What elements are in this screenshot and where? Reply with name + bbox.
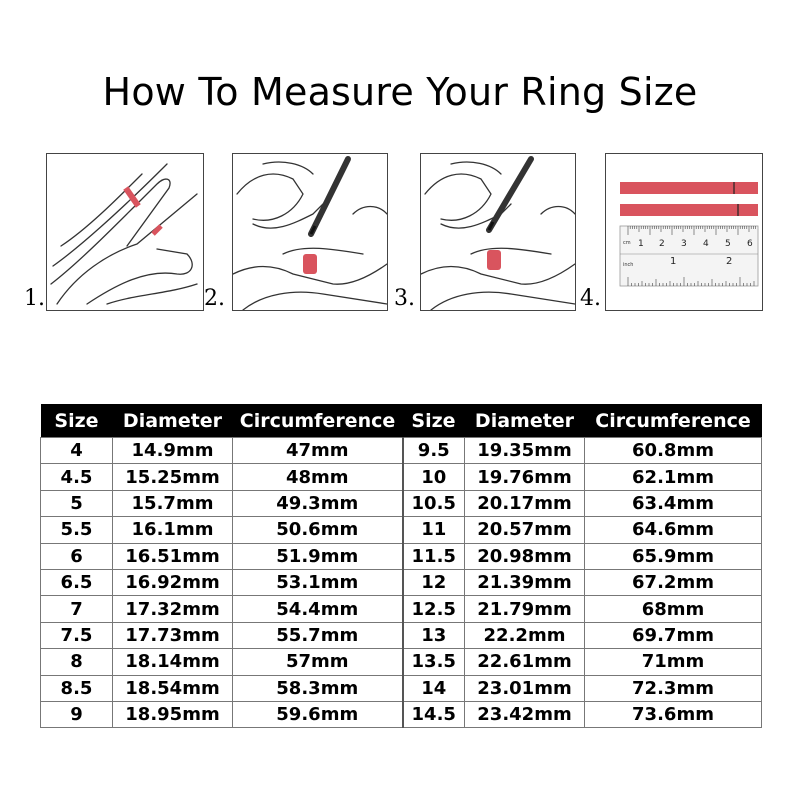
cell-diameter: 15.25mm bbox=[113, 464, 233, 490]
step-4-label: 4. bbox=[580, 286, 601, 311]
cell-size: 6 bbox=[41, 543, 113, 569]
cell-circumference: 69.7mm bbox=[585, 622, 762, 648]
table-row bbox=[41, 490, 762, 516]
table-row bbox=[41, 438, 762, 464]
cell-circumference: 53.1mm bbox=[233, 569, 403, 595]
page-title: How To Measure Your Ring Size bbox=[102, 70, 698, 114]
cell-size: 6.5 bbox=[41, 569, 113, 595]
table-row bbox=[41, 649, 762, 675]
column-header-diameter: Diameter bbox=[465, 404, 585, 438]
cell-size: 11 bbox=[403, 517, 465, 543]
cell-size: 5.5 bbox=[41, 517, 113, 543]
cell-size: 12 bbox=[403, 569, 465, 595]
cell-diameter: 18.95mm bbox=[113, 701, 233, 727]
inch-tick-label: 2 bbox=[726, 256, 733, 267]
step-3-label: 3. bbox=[394, 286, 415, 311]
cell-diameter: 23.01mm bbox=[465, 675, 585, 701]
column-header-circumference: Circumference bbox=[233, 404, 403, 438]
cell-size: 9.5 bbox=[403, 438, 465, 464]
table-header-row bbox=[41, 404, 762, 438]
cell-diameter: 16.51mm bbox=[113, 543, 233, 569]
cell-circumference: 47mm bbox=[233, 438, 403, 464]
cell-diameter: 19.35mm bbox=[465, 438, 585, 464]
cell-circumference: 50.6mm bbox=[233, 517, 403, 543]
hand-with-pen-icon bbox=[233, 154, 387, 310]
cell-circumference: 60.8mm bbox=[585, 438, 762, 464]
hand-icon bbox=[47, 154, 203, 310]
cell-size: 4.5 bbox=[41, 464, 113, 490]
cell-size: 4 bbox=[41, 438, 113, 464]
column-header-diameter: Diameter bbox=[113, 404, 233, 438]
cell-diameter: 21.39mm bbox=[465, 569, 585, 595]
cell-size: 11.5 bbox=[403, 543, 465, 569]
table-row bbox=[41, 517, 762, 543]
cm-tick-label: 2 bbox=[659, 239, 665, 249]
cell-size: 13.5 bbox=[403, 649, 465, 675]
cell-circumference: 51.9mm bbox=[233, 543, 403, 569]
cell-diameter: 20.98mm bbox=[465, 543, 585, 569]
cell-size: 5 bbox=[41, 490, 113, 516]
cell-size: 9 bbox=[41, 701, 113, 727]
cell-circumference: 62.1mm bbox=[585, 464, 762, 490]
cell-diameter: 22.2mm bbox=[465, 622, 585, 648]
cell-diameter: 21.79mm bbox=[465, 596, 585, 622]
step-2-illustration bbox=[232, 153, 388, 311]
table-row bbox=[41, 569, 762, 595]
step-3-illustration bbox=[420, 153, 576, 311]
cell-size: 14 bbox=[403, 675, 465, 701]
cell-diameter: 15.7mm bbox=[113, 490, 233, 516]
cell-circumference: 58.3mm bbox=[233, 675, 403, 701]
cell-diameter: 18.54mm bbox=[113, 675, 233, 701]
cell-size: 10 bbox=[403, 464, 465, 490]
cell-circumference: 67.2mm bbox=[585, 569, 762, 595]
cell-circumference: 63.4mm bbox=[585, 490, 762, 516]
cell-diameter: 14.9mm bbox=[113, 438, 233, 464]
cell-size: 10.5 bbox=[403, 490, 465, 516]
ruler-icon bbox=[606, 154, 762, 310]
step-1-label: 1. bbox=[24, 286, 45, 311]
cell-circumference: 65.9mm bbox=[585, 543, 762, 569]
step-1-illustration bbox=[46, 153, 204, 311]
step-4-illustration bbox=[605, 153, 763, 311]
cell-diameter: 16.1mm bbox=[113, 517, 233, 543]
cell-circumference: 72.3mm bbox=[585, 675, 762, 701]
cell-diameter: 20.57mm bbox=[465, 517, 585, 543]
hand-with-pen-icon bbox=[421, 154, 575, 310]
cm-tick-label: 3 bbox=[681, 239, 687, 249]
cell-circumference: 73.6mm bbox=[585, 701, 762, 727]
cell-circumference: 59.6mm bbox=[233, 701, 403, 727]
cell-diameter: 18.14mm bbox=[113, 649, 233, 675]
cm-tick-label: 4 bbox=[703, 239, 709, 249]
table-row bbox=[41, 464, 762, 490]
cm-tick-label: 5 bbox=[725, 239, 731, 249]
cell-size: 13 bbox=[403, 622, 465, 648]
cell-diameter: 20.17mm bbox=[465, 490, 585, 516]
ring-size-table bbox=[40, 404, 762, 728]
cell-circumference: 57mm bbox=[233, 649, 403, 675]
cell-circumference: 49.3mm bbox=[233, 490, 403, 516]
step-4 bbox=[580, 153, 770, 313]
step-1 bbox=[24, 153, 204, 313]
cell-size: 7.5 bbox=[41, 622, 113, 648]
inch-unit-label: inch bbox=[623, 262, 634, 268]
table-row bbox=[41, 622, 762, 648]
column-header-size: Size bbox=[403, 404, 465, 438]
cell-diameter: 19.76mm bbox=[465, 464, 585, 490]
cell-size: 8.5 bbox=[41, 675, 113, 701]
cell-circumference: 48mm bbox=[233, 464, 403, 490]
cell-diameter: 16.92mm bbox=[113, 569, 233, 595]
cell-circumference: 68mm bbox=[585, 596, 762, 622]
inch-tick-label: 1 bbox=[670, 256, 677, 267]
cell-circumference: 55.7mm bbox=[233, 622, 403, 648]
cell-diameter: 17.73mm bbox=[113, 622, 233, 648]
cm-unit-label: cm bbox=[623, 240, 631, 246]
table-row bbox=[41, 543, 762, 569]
cm-tick-label: 1 bbox=[638, 239, 644, 249]
cell-size: 7 bbox=[41, 596, 113, 622]
table-row bbox=[41, 675, 762, 701]
table-row bbox=[41, 596, 762, 622]
cell-circumference: 54.4mm bbox=[233, 596, 403, 622]
column-header-size: Size bbox=[41, 404, 113, 438]
column-header-circumference: Circumference bbox=[585, 404, 762, 438]
cell-diameter: 23.42mm bbox=[465, 701, 585, 727]
cell-circumference: 71mm bbox=[585, 649, 762, 675]
table-row bbox=[41, 701, 762, 727]
step-3 bbox=[394, 153, 578, 313]
cm-tick-label: 6 bbox=[747, 239, 753, 249]
cell-size: 14.5 bbox=[403, 701, 465, 727]
cell-diameter: 17.32mm bbox=[113, 596, 233, 622]
step-2 bbox=[204, 153, 388, 313]
step-2-label: 2. bbox=[204, 286, 225, 311]
cell-circumference: 64.6mm bbox=[585, 517, 762, 543]
cell-size: 12.5 bbox=[403, 596, 465, 622]
cell-size: 8 bbox=[41, 649, 113, 675]
cell-diameter: 22.61mm bbox=[465, 649, 585, 675]
